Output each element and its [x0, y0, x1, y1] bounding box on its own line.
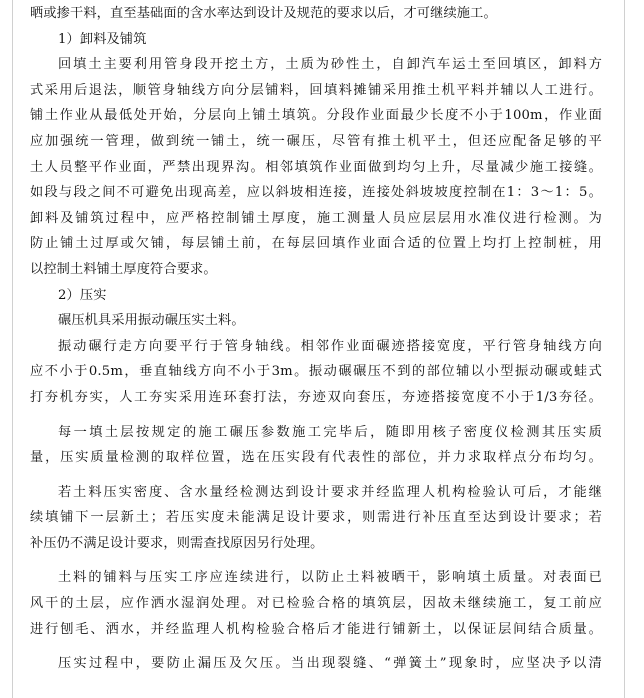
section-heading: 2）压实	[58, 287, 107, 303]
text-line: 应不小于0.5m，垂直轴线方向不小于3m。振动碾碾压不到的部位辅以小型振动碾或蛙式	[30, 364, 602, 380]
document-body	[30, 1, 602, 677]
page-left-border	[12, 0, 13, 698]
paragraph-spacer	[30, 471, 602, 480]
paragraph	[30, 480, 602, 557]
paragraph-spacer	[30, 642, 602, 651]
page-right-border	[624, 0, 625, 698]
section-heading: 1）卸料及铺筑	[58, 31, 147, 47]
text-line: 补压仍不满足设计要求，则需查找原因另行处理。	[30, 535, 324, 551]
text-line: 风干的土层，应作洒水湿润处理。对已检验合格的填筑层，因故未继续施工，复工前应	[30, 596, 602, 612]
paragraph	[30, 308, 602, 334]
paragraph	[30, 1, 602, 27]
paragraph-spacer	[30, 556, 602, 565]
text-line: 式采用后退法，顺管身轴线方向分层铺料，回填料摊铺采用推土机平料并辅以人工进行。	[30, 82, 602, 98]
text-line: 压实过程中，要防止漏压及欠压。当出现裂缝、“弹簧土”现象时，应坚决予以清	[58, 656, 602, 672]
text-line: 碾压机具采用振动碾压实土料。	[58, 313, 245, 329]
text-line: 卸料及铺筑过程中，应严格控制铺土厚度，施工测量人员应层层用水准仪进行检测。为	[30, 210, 602, 226]
text-line: 若土料压实密度、含水量经检测达到设计要求并经监理人机构检验认可后，才能继	[58, 484, 602, 500]
text-line: 防止铺土过厚或欠铺，每层铺土前，在每层回填作业面合适的位置上均打上控制桩，用	[30, 236, 602, 252]
paragraph-spacer	[30, 411, 602, 420]
paragraph	[30, 420, 602, 471]
text-line: 以控制土料铺土厚度符合要求。	[30, 261, 217, 277]
text-line: 晒或掺干料，直至基础面的含水率达到设计及规范的要求以后，才可继续施工。	[30, 6, 497, 21]
text-line: 打夯机夯实，人工夯实采用连环套打法，夯迹双向套压，夯迹搭接宽度不小于1/3夯径。	[30, 389, 602, 405]
text-line: 土人员整平作业面，严禁出现界沟。相邻填筑作业面做到均匀上升，尽量减少施工接缝。	[30, 159, 602, 175]
paragraph	[30, 334, 602, 411]
text-line: 量，压实质量检测的取样位置，选在压实段有代表性的部位，并力求取样点分布均匀。	[30, 450, 602, 466]
text-line: 如段与段之间不可避免出现高差，应以斜坡相连接，连接处斜坡坡度控制在1：3～1：5。	[30, 185, 602, 201]
text-line: 铺土作业从最低处开始，分层向上铺土填筑。分段作业面最少长度不小于100m，作业面	[30, 108, 602, 124]
text-line: 续填铺下一层新土；若压实度未能满足设计要求，则需进行补压直至达到设计要求；若	[30, 510, 602, 526]
text-line: 振动碾行走方向要平行于管身轴线。相邻作业面碾迹搭接宽度，平行管身轴线方向	[58, 338, 602, 354]
text-line: 每一填土层按规定的施工碾压参数施工完毕后，随即用核子密度仪检测其压实质	[58, 424, 602, 440]
paragraph	[30, 651, 602, 677]
text-line: 进行刨毛、洒水，并经监理人机构检验合格后才能进行铺新土，以保证层间结合质量。	[30, 621, 602, 637]
text-line: 应加强统一管理，做到统一铺土，统一碾压，尽管有推土机平土，但还应配备足够的平	[30, 133, 602, 149]
paragraph	[30, 565, 602, 642]
text-line: 回填土主要利用管身段开挖土方，土质为砂性土，自卸汽车运土至回填区，卸料方	[58, 57, 602, 73]
text-line: 土料的铺料与压实工序应连续进行，以防止土料被晒干，影响填土质量。对表面已	[58, 570, 602, 586]
paragraph	[30, 52, 602, 282]
